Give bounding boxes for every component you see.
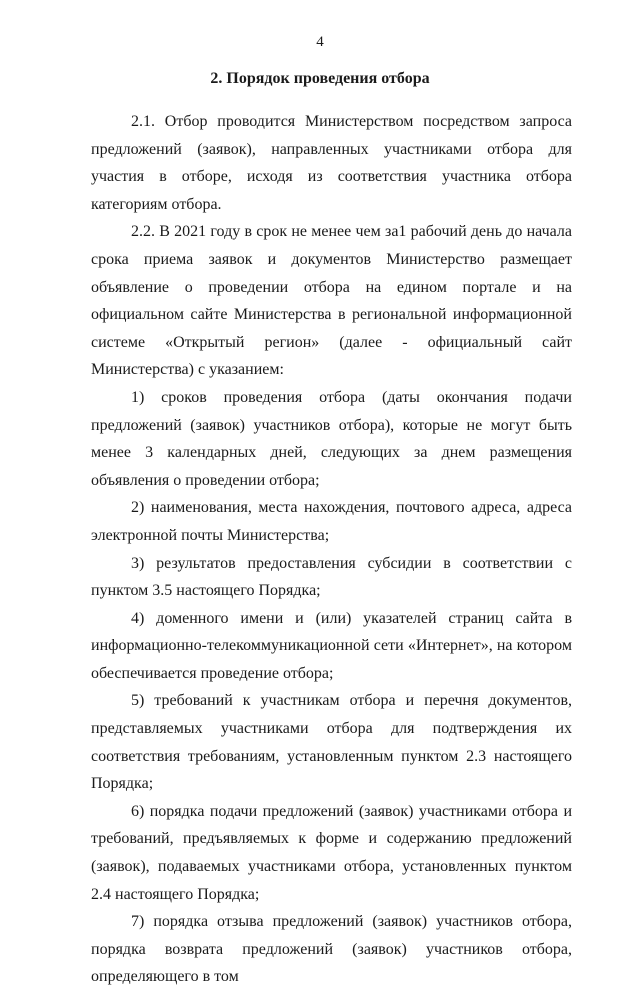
list-item-4: 4) доменного имени и (или) указателей страниц сайта в информационно-телекоммуникационной сети «Интернет», на котором обеспечивается проведение отбора; <box>91 609 572 682</box>
list-item-5: 5) требований к участникам отбора и перечня документов, представляемых участниками отбора для подтверждения их соответствия требованиям, установленным пунктом 2.3 настоящего Порядка; <box>91 692 572 793</box>
list-item-2: 2) наименования, места нахождения, почтового адреса, адреса электронной почты Министерства; <box>91 499 572 544</box>
list-item-1: 1) сроков проведения отбора (даты окончания подачи предложений (заявок) участников отбора), которые не могут быть менее 3 календарных дней, следующих за днем размещения объявления о проведении отбора; <box>91 388 572 489</box>
page-number: 4 <box>316 34 324 50</box>
paragraph-2-2: 2.2. В 2021 году в срок не менее чем за1 рабочий день до начала срока приема заявок и документов Министерство размещает объявление о проведении отбора на едином портале и на официальном сайте Министерства в региональной информационной системе «Открытый регион» (далее - официальный сайт Министерства) с указанием: <box>91 223 572 379</box>
list-item-6: 6) порядка подачи предложений (заявок) участниками отбора и требований, предъявляемых к форме и содержанию предложений (заявок), подаваемых участниками отбора, установленных пунктом 2.4 настоящего Порядка; <box>91 802 572 903</box>
list-item-3: 3) результатов предоставления субсидии в соответствии с пунктом 3.5 настоящего Порядка; <box>91 554 572 600</box>
section-heading: 2. Порядок проведения отбора <box>210 70 430 87</box>
body-text <box>91 108 572 991</box>
list-item-7: 7) порядка отзыва предложений (заявок) участников отбора, порядка возврата предложений (заявок) участников отбора, определяющего в том <box>91 913 572 986</box>
paragraph-2-1: 2.1. Отбор проводится Министерством посредством запроса предложений (заявок), направленных участниками отбора для участия в отборе, исходя из соответствия участника отбора категориям отбора. <box>91 113 572 213</box>
